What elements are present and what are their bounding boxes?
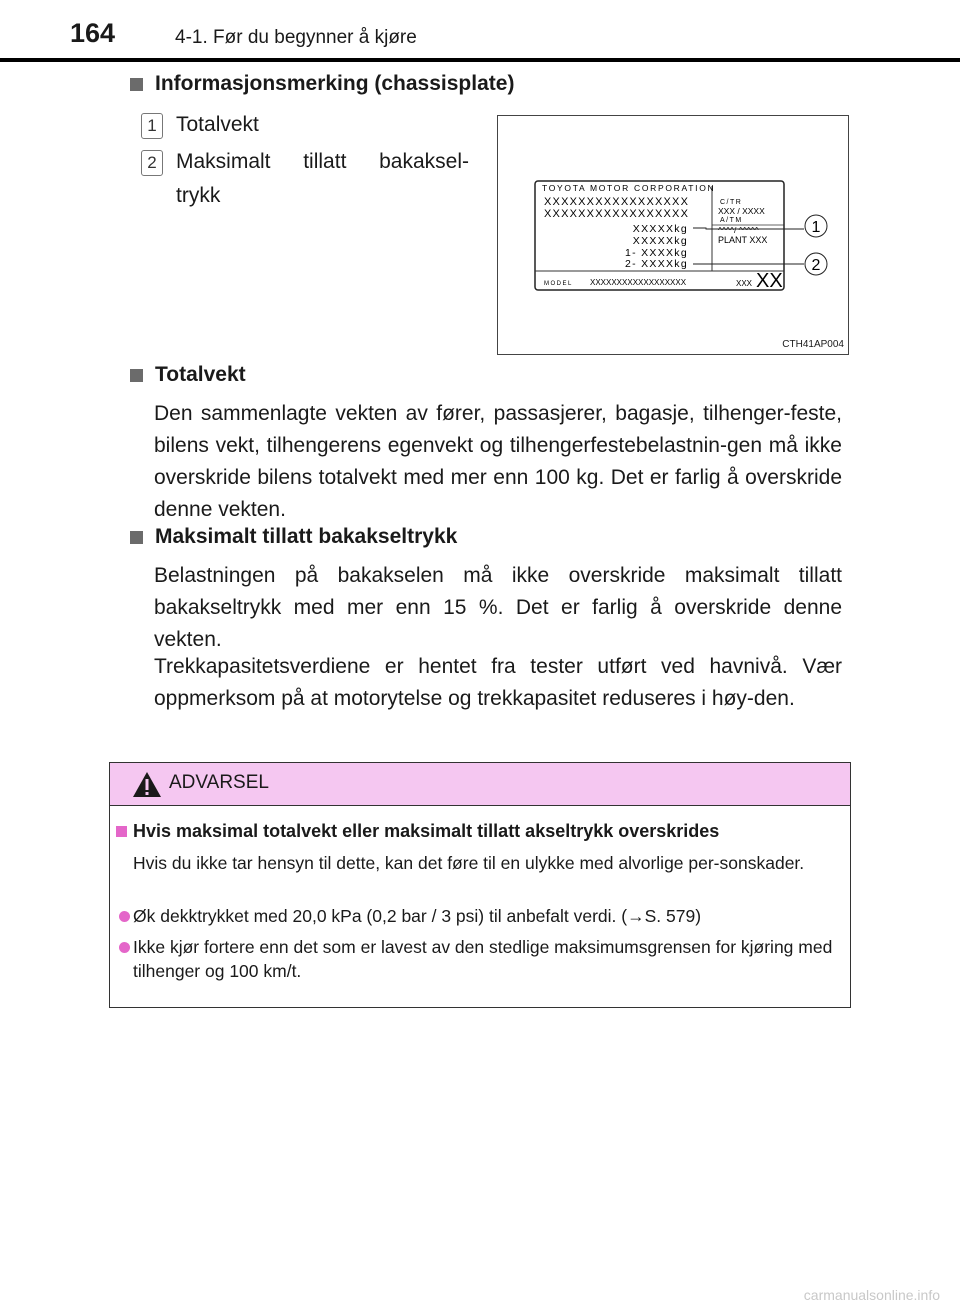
square-bullet-icon — [130, 531, 143, 544]
heading-text: Informasjonsmerking (chassisplate) — [155, 72, 515, 95]
plate-model-big: XX — [756, 270, 783, 292]
legend-item-1: Totalvekt — [176, 113, 259, 136]
plate-plant: PLANT XXX — [718, 235, 768, 245]
legend-item-2-line1: Maksimalt tillatt bakaksel- — [176, 150, 469, 173]
towing-capacity-paragraph: Trekkapasitetsverdiene er hentet fra tester utført ved havnivå. Vær oppmerksom på at motorytelse og trekkapasitet reduseres i høy-den. — [154, 655, 842, 710]
plate-model-label: MODEL — [544, 281, 573, 287]
section-heading-chassis-plate — [130, 72, 514, 96]
rear-axle-paragraph: Belastningen på bakakselen må ikke overskride maksimalt tillatt bakakseltrykk med mer enn 15 %. Det er farlig å overskride denne vekten. — [154, 564, 842, 651]
pink-square-bullet-icon — [116, 826, 127, 837]
plate-ctr-label: C/TR — [720, 199, 743, 206]
total-weight-paragraph: Den sammenlagte vekten av fører, passasjerer, bagasje, tilhenger-feste, bilens vekt, tilhengerens egenvekt og tilhengerfestebelastnin-gen må ikke overskride bilens totalvekt med mer enn 100 kg. Det er farlig å overskride denne vekten. — [154, 402, 842, 521]
heading-text: Maksimalt tillatt bakakseltrykk — [155, 525, 458, 548]
plate-atm-value: ^^^^/ ^^^^^ — [718, 225, 759, 235]
warning-bullet-2: Ikke kjør fortere enn det som er lavest av den stedlige maksimumsgrensen for kjøring med tilhenger og 100 km/t. — [133, 937, 833, 981]
legend-item-2-line2: trykk — [176, 184, 221, 207]
number-badge-1: 1 — [141, 113, 163, 139]
figure-code: CTH41AP004 — [782, 339, 844, 350]
round-bullet-icon — [119, 911, 130, 922]
plate-kg-1: XXXXXkg — [632, 223, 688, 235]
header-rule — [0, 58, 960, 62]
warning-subheading — [116, 821, 719, 842]
warning-bullet-1: Øk dekktrykket med 20,0 kPa (0,2 bar / 3 psi) til anbefalt verdi. (→S. 579) — [133, 906, 702, 926]
page-number: 164 — [70, 18, 116, 48]
warning-title: ADVARSEL — [169, 772, 269, 793]
plate-row-1: XXXXXXXXXXXXXXXXX — [544, 196, 690, 208]
square-bullet-icon — [130, 369, 143, 382]
plate-atm-label: A/TM — [720, 217, 743, 224]
chassis-plate-figure — [497, 115, 849, 355]
chapter-title: 4-1. Før du begynner å kjøre — [175, 27, 417, 48]
warning-intro: Hvis du ikke tar hensyn til dette, kan det føre til en ulykke med alvorlige per-sonskader. — [133, 853, 805, 873]
callout-legend — [130, 106, 475, 216]
square-bullet-icon — [130, 78, 143, 91]
warning-subheading-text: Hvis maksimal totalvekt eller maksimalt tillatt akseltrykk overskrides — [133, 821, 720, 841]
plate-title: TOYOTA MOTOR CORPORATION — [542, 183, 716, 193]
callout-number-2: 2 — [811, 257, 821, 274]
plate-kg-4: 2- XXXXkg — [624, 258, 688, 270]
plate-ctr-value: XXX / XXXX — [718, 206, 765, 216]
plate-model-value: XXXXXXXXXXXXXXXXXX — [590, 278, 687, 287]
plate-row-2: XXXXXXXXXXXXXXXXX — [544, 208, 690, 220]
number-badge-2: 2 — [141, 150, 163, 176]
warning-header — [110, 763, 850, 806]
warning-box — [109, 762, 851, 1008]
round-bullet-icon — [119, 942, 130, 953]
watermark: carmanualsonline.info — [803, 1287, 940, 1303]
chassis-plate-illustration — [498, 116, 848, 354]
plate-kg-2: XXXXXkg — [632, 235, 688, 247]
callout-number-1: 1 — [811, 219, 821, 236]
section-heading-total-weight — [130, 363, 246, 387]
heading-text: Totalvekt — [155, 363, 246, 386]
plate-kg-3: 1- XXXXkg — [624, 247, 688, 259]
plate-model-suffix: XXX — [736, 279, 753, 288]
section-heading-rear-axle — [130, 525, 457, 549]
warning-triangle-icon — [132, 771, 162, 798]
